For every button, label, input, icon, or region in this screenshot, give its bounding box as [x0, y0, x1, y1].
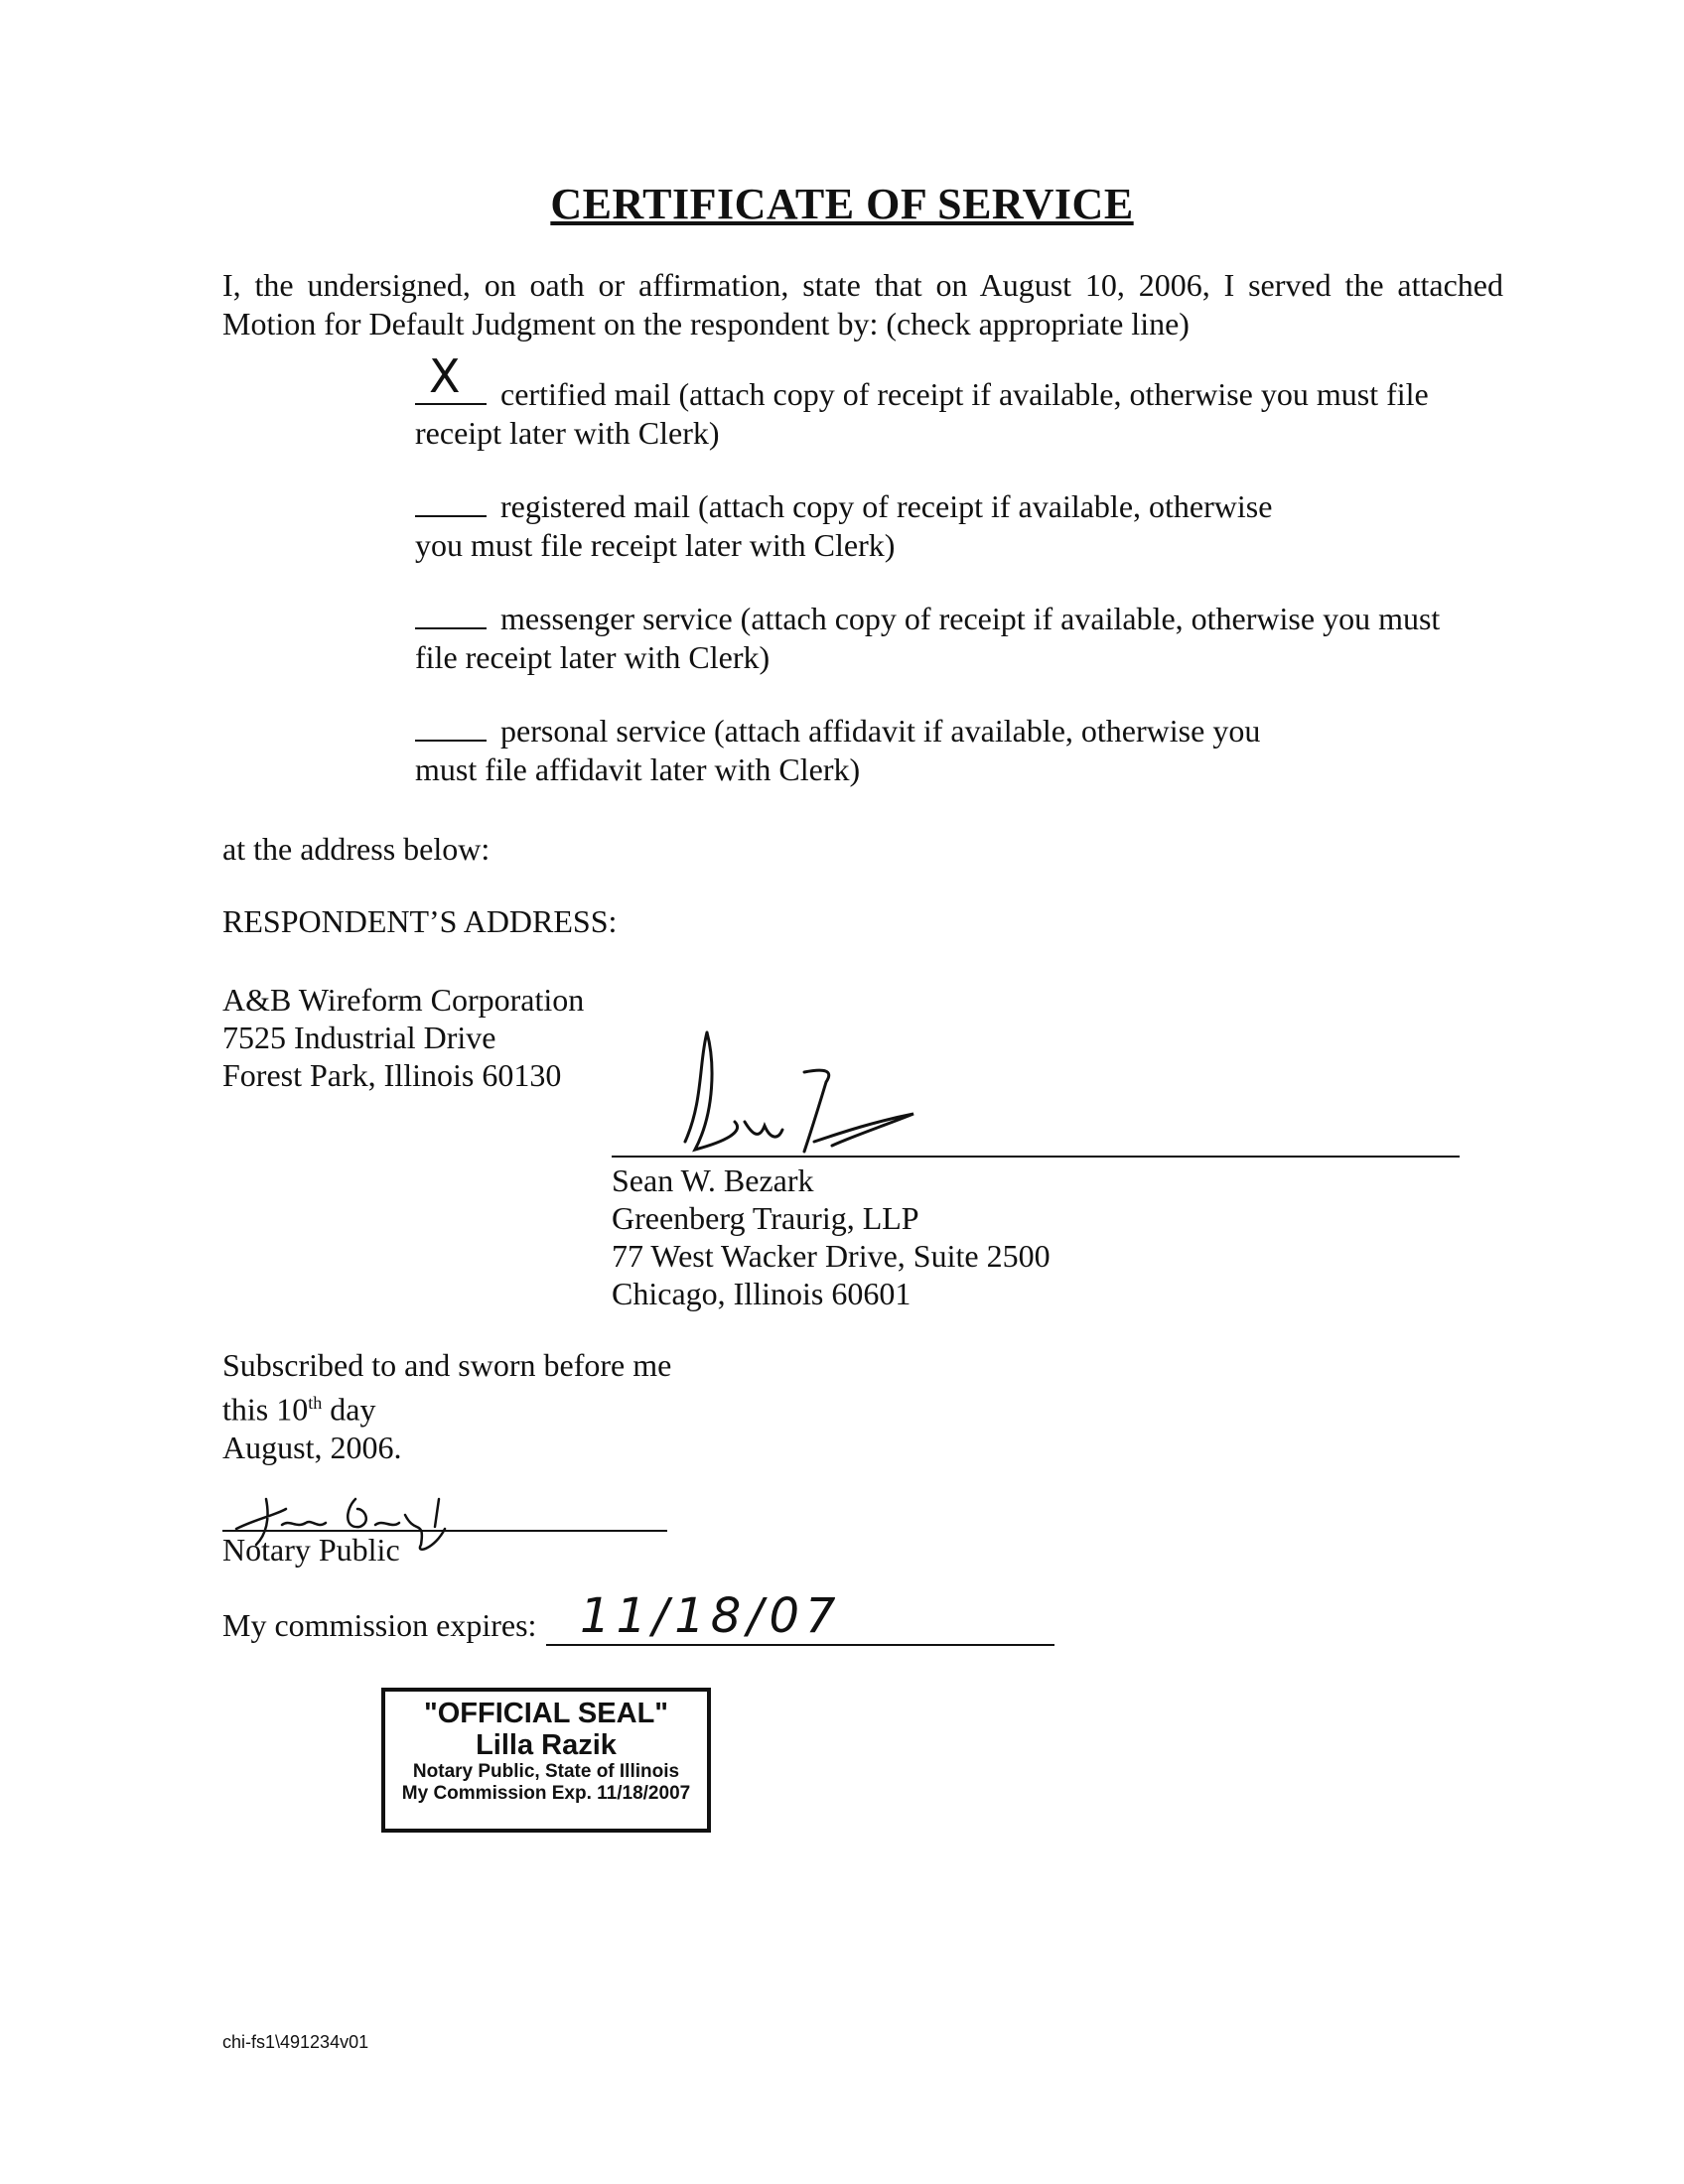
attorney-signature	[655, 1023, 973, 1161]
check-line-personal[interactable]	[415, 714, 487, 742]
checkmark-x: X	[429, 349, 461, 403]
signer-street: 77 West Wacker Drive, Suite 2500	[612, 1238, 1051, 1274]
option-personal-service	[415, 712, 1497, 789]
option-text-line1: messenger service (attach copy of receipt if available, otherwise you must	[500, 601, 1441, 636]
option-registered-mail	[415, 487, 1497, 565]
page-title: CERTIFICATE OF SERVICE	[550, 180, 1134, 228]
signer-name: Sean W. Bezark	[612, 1162, 814, 1198]
notary-public-label: Notary Public	[222, 1532, 400, 1568]
address-intro: at the address below:	[222, 831, 491, 867]
signer-firm: Greenberg Traurig, LLP	[612, 1200, 919, 1236]
respondent-address	[222, 981, 584, 1094]
option-text-line1: personal service (attach affidavit if available, otherwise you	[500, 713, 1261, 749]
notary-jurat	[222, 1346, 671, 1466]
check-line-certified[interactable]	[415, 349, 487, 405]
check-line-registered[interactable]	[415, 489, 487, 517]
official-seal-stamp	[381, 1688, 711, 1833]
commission-expires-value: 11/18/07	[580, 1588, 842, 1644]
respondent-street: 7525 Industrial Drive	[222, 1020, 496, 1055]
option-text-line1: certified mail (attach copy of receipt if available, otherwise you must file	[500, 376, 1429, 412]
option-text-line2: receipt later with Clerk)	[415, 415, 720, 451]
seal-title: "OFFICIAL SEAL"	[423, 1698, 669, 1729]
signer-city: Chicago, Illinois 60601	[612, 1276, 912, 1311]
check-line-messenger[interactable]	[415, 602, 487, 629]
respondent-heading: RESPONDENT’S ADDRESS:	[222, 903, 618, 939]
option-messenger-service	[415, 600, 1497, 677]
attorney-signature-line	[612, 1156, 1460, 1158]
option-text-line2: file receipt later with Clerk)	[415, 639, 771, 675]
document-footer-id: chi-fs1\491234v01	[222, 2032, 369, 2052]
option-certified-mail	[415, 349, 1497, 453]
commission-expires-line	[546, 1644, 1054, 1646]
seal-line2: My Commission Exp. 11/18/2007	[401, 1783, 691, 1804]
jurat-line2: this 10th day	[222, 1391, 376, 1428]
option-text-line2: must file affidavit later with Clerk)	[415, 751, 861, 787]
option-text-line2: you must file receipt later with Clerk)	[415, 527, 896, 563]
respondent-name: A&B Wireform Corporation	[222, 982, 585, 1018]
seal-name: Lilla Razik	[476, 1729, 617, 1761]
jurat-line3: August, 2006.	[222, 1429, 402, 1465]
intro-paragraph: I, the undersigned, on oath or affirmation, state that on August 10, 2006, I served the attached Motion for Default Judgment on the respondent by: (check appropriate line)	[222, 267, 1503, 341]
seal-line1: Notary Public, State of Illinois	[412, 1761, 680, 1782]
option-text-line1: registered mail (attach copy of receipt if available, otherwise	[500, 488, 1273, 524]
signer-block	[612, 1161, 1051, 1312]
jurat-line1: Subscribed to and sworn before me	[222, 1347, 672, 1383]
respondent-city: Forest Park, Illinois 60130	[222, 1057, 562, 1093]
commission-expires-label: My commission expires:	[222, 1607, 537, 1643]
